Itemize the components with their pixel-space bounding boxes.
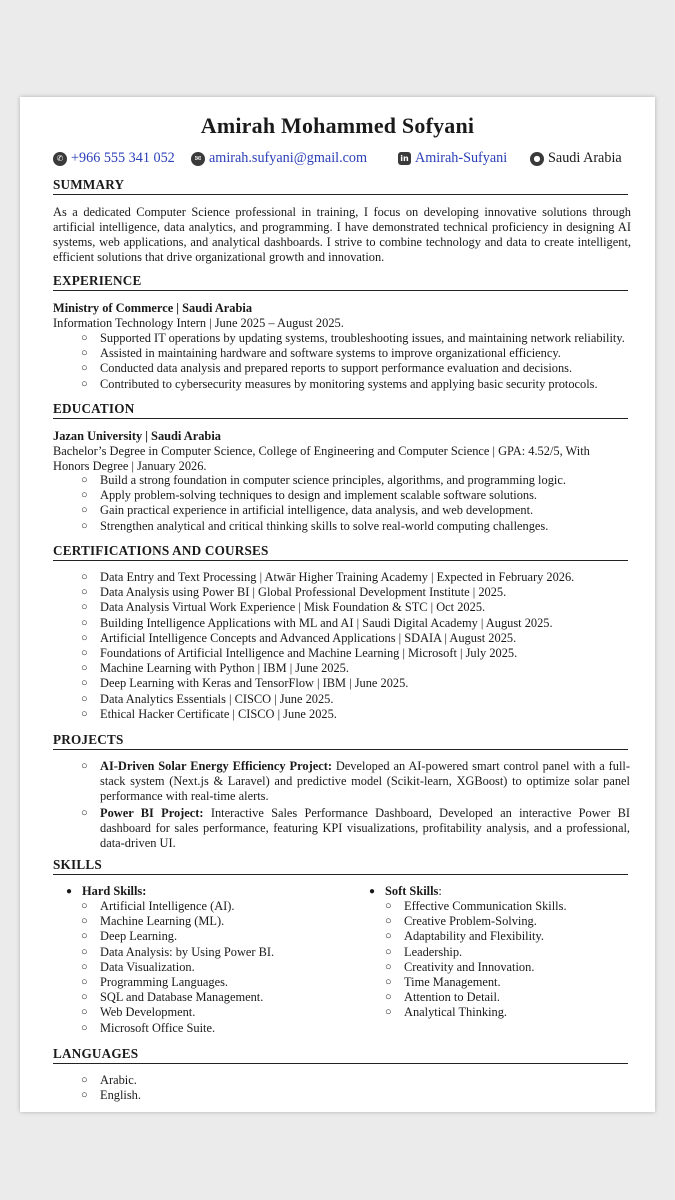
candidate-name: Amirah Mohammed Sofyani (200, 113, 475, 138)
list-item: ○ Foundations of Artificial Intelligence and Machine Learning | Microsoft | July 2025. (81, 646, 518, 661)
list-item: ○ Microsoft Office Suite. (81, 1020, 216, 1035)
languages-list (81, 1073, 141, 1103)
contact-email[interactable] (191, 150, 367, 167)
list-item: ○ Adaptability and Flexibility. (385, 929, 544, 944)
list-item: ○ Machine Learning (ML). (81, 914, 225, 929)
list-item: ○ Data Analytics Essentials | CISCO | June 2025. (81, 691, 334, 706)
email-icon: ✉ (191, 152, 205, 166)
experience-bullets (81, 331, 625, 392)
certifications-heading: CERTIFICATIONS AND COURSES (53, 543, 628, 561)
contact-location (530, 150, 622, 167)
list-item: ○ English. (81, 1088, 141, 1103)
list-item: ○ Creative Problem-Solving. (385, 914, 537, 929)
list-item: ○ Data Entry and Text Processing | Atwār Higher Training Academy | Expected in February 2026. (81, 570, 575, 584)
education-heading: EDUCATION (53, 401, 628, 419)
project-name: AI-Driven Solar Energy Efficiency Project: (100, 759, 332, 773)
experience-org: Ministry of Commerce | Saudi Arabia (53, 301, 253, 315)
list-item: ○ Building Intelligence Applications with ML and AI | Saudi Digital Academy | August 2025. (81, 615, 553, 630)
contact-bar (20, 150, 655, 170)
education-degree-line1: Bachelor’s Degree in Computer Science, College of Engineering and Computer Science | GPA: 4.52/5, With (53, 444, 590, 458)
contact-phone[interactable] (53, 150, 175, 167)
list-item: ○ Power BI Project: Interactive Sales Performance Dashboard, Developed an interactive Power BI dashboard for sales performance, featuring KPI visualizations, profitability analysis, and a professional, data-driven UI. (81, 805, 630, 851)
list-item: ○ Web Development. (81, 1005, 196, 1020)
education-degree-line2: Honors Degree | January 2026. (53, 459, 207, 473)
list-item: ○ Leadership. (385, 944, 463, 959)
languages-heading: LANGUAGES (53, 1046, 628, 1064)
linkedin-icon: in (398, 152, 411, 165)
experience-heading: EXPERIENCE (53, 273, 628, 291)
list-item: ○ Conducted data analysis and prepared reports to support performance evaluation and decisions. (81, 361, 573, 376)
certifications-list (81, 570, 575, 722)
list-item: ○ Data Analysis using Power BI | Global Professional Development Institute | 2025. (81, 585, 507, 600)
education-org: Jazan University | Saudi Arabia (53, 429, 221, 443)
list-item: ○ Deep Learning. (81, 929, 178, 944)
list-item: ○ Gain practical experience in artificial intelligence, data analysis, and web development. (81, 503, 534, 518)
list-item: ○ Data Analysis: by Using Power BI. (81, 944, 275, 959)
project-name: Power BI Project: (100, 805, 204, 820)
list-item: ○ Attention to Detail. (385, 990, 501, 1005)
resume-page (20, 97, 655, 1112)
list-item: ○ Contributed to cybersecurity measures by monitoring systems and applying basic security protocols. (81, 376, 598, 391)
skills-heading: SKILLS (53, 857, 628, 875)
list-item: ○ Effective Communication Skills. (385, 899, 567, 913)
education-bullets (81, 473, 566, 534)
list-item: ○ Analytical Thinking. (385, 1005, 508, 1020)
list-item: ○ AI-Driven Solar Energy Efficiency Project: Developed an AI-powered smart control panel with a full-stack system (Next.js & Laravel) and predictive model (Scikit-learn, XGBoost) to optimize solar panel performance with real-time alerts. (81, 759, 630, 804)
projects-list (81, 759, 630, 851)
list-item: ○ Machine Learning with Python | IBM | June 2025. (81, 661, 349, 676)
contact-linkedin[interactable] (398, 150, 507, 167)
list-item: ○ Artificial Intelligence (AI). (81, 899, 235, 913)
list-item: ○ Programming Languages. (81, 975, 229, 990)
list-item: ○ Data Analysis Virtual Work Experience | Misk Foundation & STC | Oct 2025. (81, 600, 486, 615)
list-item: ○ Assisted in maintaining hardware and software systems to improve organizational efficiency. (81, 346, 561, 361)
list-item: ○ Build a strong foundation in computer science principles, algorithms, and programming logic. (81, 473, 566, 487)
soft-skills-list (385, 899, 567, 1021)
list-item: ○ Apply problem-solving techniques to design and implement scalable software solutions. (81, 488, 538, 503)
location-pin-icon: ● (530, 152, 544, 166)
hard-skills-label: ● Hard Skills: (66, 884, 147, 898)
location-text: Saudi Arabia (548, 150, 622, 166)
list-item: ○ Strengthen analytical and critical thinking skills to solve real-world computing challenges. (81, 518, 549, 533)
email-text: amirah.sufyani@gmail.com (209, 150, 368, 166)
list-item: ○ Creativity and Innovation. (385, 959, 535, 974)
list-item: ○ Arabic. (81, 1073, 137, 1087)
projects-heading: PROJECTS (53, 732, 628, 750)
phone-text: +966 555 341 052 (71, 150, 175, 166)
soft-skills-label: ● Soft Skills: (369, 884, 442, 898)
list-item: ○ Supported IT operations by updating systems, troubleshooting issues, and maintaining network reliability. (81, 331, 625, 345)
list-item: ○ Ethical Hacker Certificate | CISCO | June 2025. (81, 706, 337, 721)
phone-icon: ✆ (53, 152, 67, 166)
hard-skills-list (81, 899, 275, 1036)
list-item: ○ Data Visualization. (81, 959, 195, 974)
summary-text: As a dedicated Computer Science professional in training, I focus on developing innovative solutions through artificial intelligence, data analytics, and programming. I have demonstrated technical proficiency in designing AI systems, web applications, and analytical dashboards. I strive to combine technology and data to create intelligent, efficient solutions that drive organizational growth and innovation. (53, 205, 631, 264)
list-item: ○ SQL and Database Management. (81, 990, 264, 1005)
linkedin-text: Amirah-Sufyani (415, 150, 508, 166)
summary-heading: SUMMARY (53, 177, 628, 195)
experience-role: Information Technology Intern | June 2025 – August 2025. (53, 316, 344, 330)
list-item: ○ Artificial Intelligence Concepts and Advanced Applications | SDAIA | August 2025. (81, 630, 517, 645)
list-item: ○ Deep Learning with Keras and TensorFlow | IBM | June 2025. (81, 676, 409, 691)
list-item: ○ Time Management. (385, 975, 501, 990)
